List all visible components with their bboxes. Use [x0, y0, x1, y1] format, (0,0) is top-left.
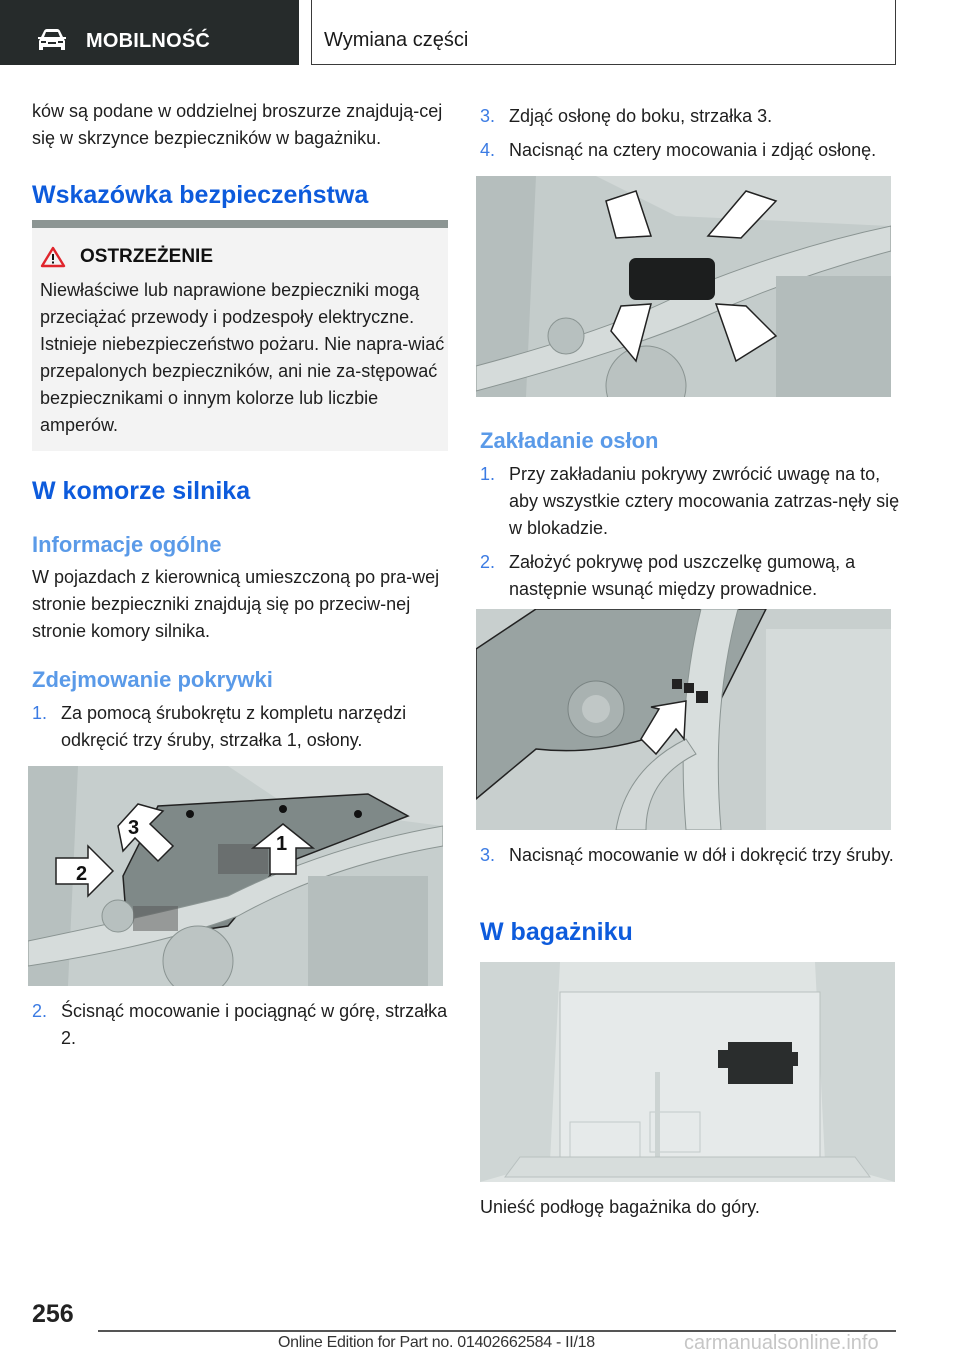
trunk-text: Unieść podłogę bagażnika do góry.	[480, 1197, 760, 1217]
page-number: 256	[32, 1300, 74, 1328]
list-item: 3. Zdjąć osłonę do boku, strzałka 3.	[480, 106, 773, 126]
engine-cover-figure	[28, 766, 443, 986]
removing-cover-heading: Zdejmowanie pokrywki	[32, 667, 273, 692]
watermark: carmanualsonline.info	[684, 1332, 879, 1354]
trunk-heading: W bagażniku	[480, 918, 633, 946]
page-title-box	[311, 0, 896, 65]
section-header	[0, 0, 299, 65]
page-title: Wymiana części	[324, 29, 469, 51]
general-info-heading: Informacje ogólne	[32, 532, 222, 557]
cover-seal-figure	[476, 609, 891, 830]
safety-heading: Wskazówka bezpieczeństwa	[32, 181, 369, 209]
installing-covers-heading: Zakładanie osłon	[480, 428, 659, 453]
car-icon	[36, 28, 68, 52]
list-item: 1. Za pomocą śrubokrętu z kompletu narzędzi odkręcić trzy śruby, strzałka 1, osłony.	[32, 703, 407, 750]
installation-steps-a	[480, 461, 900, 610]
list-item: 3. Nacisnąć mocowanie w dół i dokręcić trzy śruby.	[480, 845, 894, 865]
engine-compartment-heading: W komorze silnika	[32, 477, 251, 505]
section-label: MOBILNOŚĆ	[86, 30, 211, 52]
removal-steps-a	[32, 700, 450, 761]
warning-text: Niewłaściwe lub naprawione bezpieczniki mogą przeciążać przewody i podzespoły elektryczne. Istnieje niebezpieczeństwo pożaru. Nie napra-wiać przepalonych bezpieczników, ani nie za-stępować bezpiecznikami o innym kolorze lub liczbie amperów.	[40, 280, 445, 435]
list-item: 4. Nacisnąć na cztery mocowania i zdjąć osłonę.	[480, 140, 877, 160]
trunk-figure	[480, 962, 895, 1182]
svg-text:3: 3	[128, 817, 140, 839]
removal-steps-c	[480, 103, 900, 171]
list-item: 2. Ścisnąć mocowanie i pociągnąć w górę, strzałka 2.	[32, 1001, 448, 1048]
svg-text:1: 1	[276, 833, 288, 855]
list-item: 1. Przy zakładaniu pokrywy zwrócić uwagę na to, aby wszystkie cztery mocowania zatrzas-nęły się w blokadzie.	[480, 464, 900, 538]
svg-text:2: 2	[76, 863, 88, 885]
warning-box	[32, 220, 448, 451]
intro-paragraph: ków są podane w oddzielnej broszurze znajdują-cej się w skrzynce bezpieczników w bagażniku.	[32, 101, 443, 148]
installation-steps-b	[480, 842, 900, 876]
warning-triangle-icon	[40, 246, 66, 268]
four-clips-figure	[476, 176, 891, 397]
warning-bar	[32, 220, 448, 228]
edition-text: Online Edition for Part no. 01402662584 - II/18	[278, 1334, 595, 1351]
removal-steps-b	[32, 998, 450, 1059]
list-item: 2. Założyć pokrywę pod uszczelkę gumową, a następnie wsunąć między prowadnice.	[480, 552, 856, 599]
warning-label: OSTRZEŻENIE	[80, 246, 214, 267]
general-info-text: W pojazdach z kierownicą umieszczoną po pra-wej stronie bezpieczniki znajdują się po przeciw-nej stronie komory silnika.	[32, 567, 440, 641]
